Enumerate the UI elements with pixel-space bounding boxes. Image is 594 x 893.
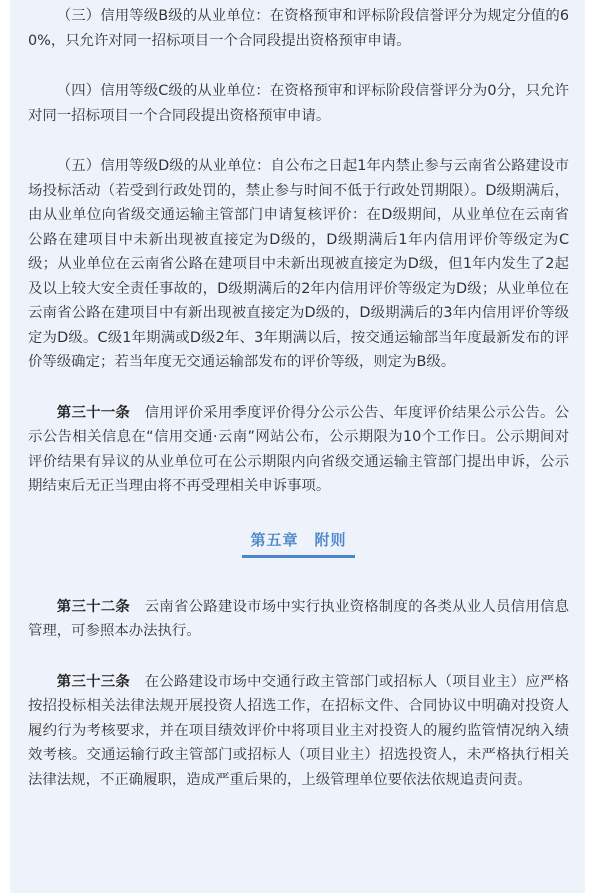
paragraph-grade-b: （三）信用等级B级的从业单位：在资格预审和评标阶段信誉评分为规定分值的60%，只允许对同一招标项目一个合同段提出资格预审申请。: [28, 8, 569, 49]
article-33-text: 在公路建设市场中交通行政主管部门或招标人（项目业主）应严格按招投标相关法律法规开展投资人招选工作，在招标文件、合同协议中明确对投资人履约行为考核要求，并在项目绩效评价中将项目业主对投资人的履约监管情况纳入绩效考核。交通运输行政主管部门或招标人（项目业主）招选投资人，未严格执行相关法律法规，不正确履职，造成严重后果的，上级管理单位要依法依规追责问责。: [28, 673, 569, 788]
article-31-title: 第三十一条: [56, 404, 131, 421]
paragraph-grade-c: （四）信用等级C级的从业单位：在资格预审和评标阶段信誉评分为0分，只允许对同一招标项目一个合同段提出资格预审申请。: [28, 83, 569, 124]
article-32-title: 第三十二条: [56, 598, 131, 615]
chapter-heading: [28, 529, 569, 569]
article-32-text: 云南省公路建设市场中实行执业资格制度的各类从业人员信用信息管理，可参照本办法执行。: [28, 598, 569, 639]
paragraph-grade-d: （五）信用等级D级的从业单位：自公布之日起1年内禁止参与云南省公路建设市场投标活动（若受到行政处罚的，禁止参与时间不低于行政处罚期限）。D级期满后，由从业单位向省级交通运输主管部门申请复核评价：在D级期间，从业单位在云南省公路在建项目中未新出现被直接定为D级的，D级期满后1年内信用评价等级定为C级；从业单位在云南省公路在建项目中未新出现被直接定为D级，但1年内发生了2起及以上较大安全责任事故的，D级期满后的2年内信用评价等级定为D级；从业单位在云南省公路在建项目中有新出现被直接定为D级的，D级期满后的3年内信用评价等级定为D级。C级1年期满或D级2年、3年期满以后，按交通运输部当年度最新发布的评价等级确定；若当年度无交通运输部发布的评价等级，则定为B级。: [28, 158, 569, 370]
article-33-title: 第三十三条: [56, 673, 131, 690]
article-31: [28, 401, 569, 499]
article-32: [28, 595, 569, 644]
chapter-title: 第五章 附则: [242, 529, 354, 558]
article-31-text: 信用评价采用季度评价得分公示公告、年度评价结果公示公告。公示公告相关信息在“信用交通·云南”网站公布，公示期限为10个工作日。公示期间对评价结果有异议的从业单位可在公示期限内向省级交通运输主管部门提出申诉，公示期结束后无正当理由将不再受理相关申诉事项。: [28, 404, 569, 494]
document-panel: [10, 0, 585, 893]
article-33: [28, 670, 569, 793]
